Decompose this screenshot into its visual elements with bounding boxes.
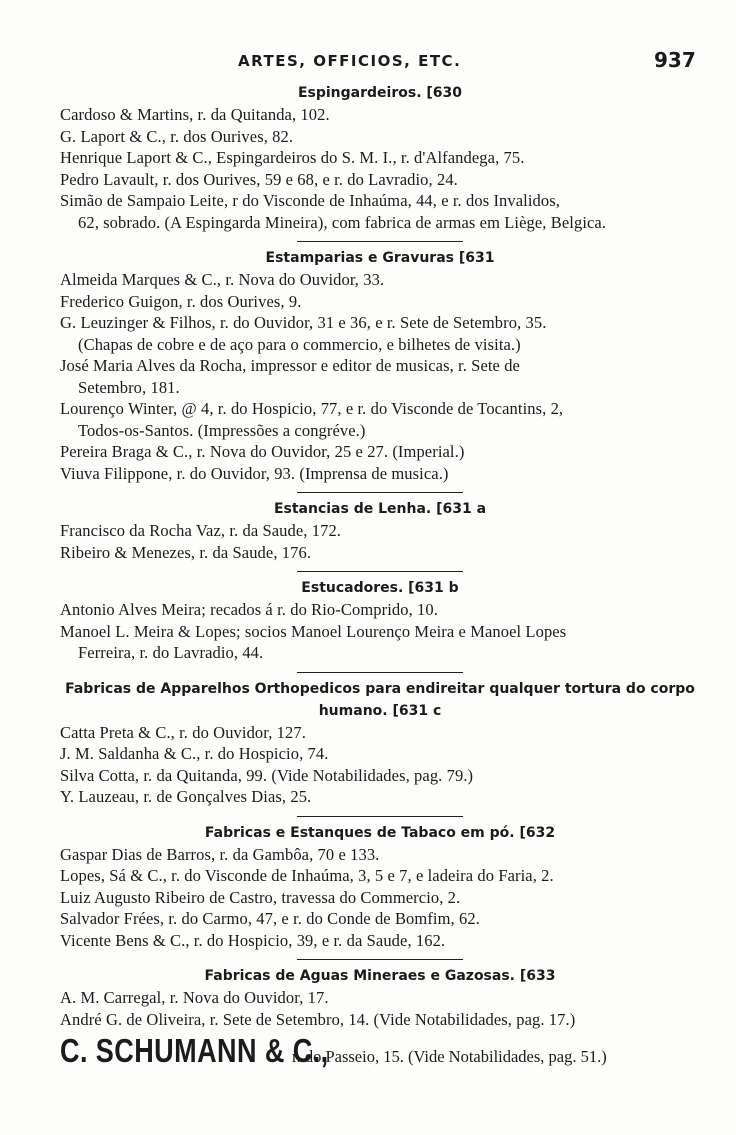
list-item-continuation: Ferreira, r. do Lavradio, 44. [78,643,264,662]
list-item: Catta Preta & C., r. do Ouvidor, 127. [60,722,306,742]
list-item: J. M. Saldanha & C., r. do Hospicio, 74. [60,744,329,763]
section-heading: Fabricas de Aguas Mineraes e Gazosas. [633 [204,968,556,984]
directory-body [60,80,700,1070]
list-item: Cardoso & Martins, r. da Quitanda, 102. [60,105,330,124]
section-aguas-mineraes [60,965,700,1070]
list-item: A. M. Carregal, r. Nova do Ouvidor, 17. [60,988,329,1007]
list-item: André G. de Oliveira, r. Sete de Setembro, 14. (Vide Notabilidades, pag. 17.) [60,1009,576,1029]
section-divider [297,672,463,673]
list-item: Salvador Frées, r. do Carmo, 47, e r. do Conde de Bomfim, 62. [60,909,480,928]
list-item: Gaspar Dias de Barros, r. da Gambôa, 70 e 133. [60,844,380,864]
section-heading: Estucadores. [631 b [301,580,459,596]
section-estamparias [60,247,700,484]
section-estucadores [60,577,700,664]
section-divider [297,816,463,817]
section-estancias-de-lenha [60,498,700,563]
section-heading: Espingardeiros. [630 [297,85,463,101]
list-item: José Maria Alves da Rocha, impressor e editor de musicas, r. Sete de [60,356,520,375]
running-title: ARTES, OFFICIOS, ETC. [238,52,462,70]
list-item-continuation: Setembro, 181. [78,377,180,397]
section-apparelhos-orthopedicos [60,678,700,808]
list-item: Frederico Guigon, r. dos Ourives, 9. [60,291,302,311]
advert-line [60,1032,700,1070]
list-item: Almeida Marques & C., r. Nova do Ouvidor, 33. [60,270,385,289]
section-divider [297,492,463,493]
list-item: Vicente Bens & C., r. do Hospicio, 39, e r. da Saude, 162. [60,930,446,950]
list-item: G. Leuzinger & Filhos, r. do Ouvidor, 31 e 36, e r. Sete de Setembro, 35. [60,313,547,332]
list-item: Lopes, Sá & C., r. do Visconde de Inhaúma, 3, 5 e 7, e ladeira do Faria, 2. [60,866,554,885]
list-item: Viuva Filippone, r. do Ouvidor, 93. (Imprensa de musica.) [60,463,449,483]
list-item: Pedro Lavault, r. dos Ourives, 59 e 68, e r. do Lavradio, 24. [60,169,458,189]
list-item: Ribeiro & Menezes, r. da Saude, 176. [60,542,312,562]
list-item-continuation: 62, sobrado. (A Espingarda Mineira), com fabrica de armas em Liège, Belgica. [78,212,607,232]
list-item: Simão de Sampaio Leite, r do Visconde de Inhaúma, 44, e r. dos Invalidos, [60,191,560,210]
section-espingardeiros [60,82,700,233]
list-item: Manoel L. Meira & Lopes; socios Manoel Lourenço Meira e Manoel Lopes [60,621,567,641]
list-item: Y. Lauzeau, r. de Gonçalves Dias, 25. [60,787,312,806]
section-tabaco [60,822,700,952]
list-item: Francisco da Rocha Vaz, r. da Saude, 172. [60,521,342,540]
section-heading: Fabricas e Estanques de Tabaco em pó. [632 [204,824,556,841]
advert-brand: C. SCHUMANN & C., [60,1032,329,1069]
advert-address: r. do Passeio, 15. (Vide Notabilidades, pag. 51.) [292,1047,607,1066]
list-item: Henrique Laport & C., Espingardeiros do S. M. I., r. d'Alfandega, 75. [60,148,525,167]
list-item: Antonio Alves Meira; recados á r. do Rio-Comprido, 10. [60,600,438,619]
list-item: Pereira Braga & C., r. Nova do Ouvidor, 25 e 27. (Imperial.) [60,442,465,461]
list-item-continuation: Todos-os-Santos. (Impressões a congréve.) [78,420,366,440]
page-number: 937 [654,48,696,72]
section-heading: Estamparias e Gravuras [631 [265,250,495,266]
section-heading: Estancias de Lenha. [631 a [273,501,487,517]
list-item: Silva Cotta, r. da Quitanda, 99. (Vide Notabilidades, pag. 79.) [60,765,474,785]
list-item-continuation: (Chapas de cobre e de aço para o commercio, e bilhetes de visita.) [78,334,521,354]
section-heading: Fabricas de Apparelhos Orthopedicos para endireitar qualquer tortura do corpo humano. [631 c [65,680,695,719]
section-divider [297,571,463,572]
list-item: Lourenço Winter, @ 4, r. do Hospicio, 77, e r. do Visconde de Tocantins, 2, [60,399,564,418]
list-item: G. Laport & C., r. dos Ourives, 82. [60,126,294,146]
running-header [0,50,736,76]
section-divider [297,959,463,960]
section-divider [297,241,463,242]
list-item: Luiz Augusto Ribeiro de Castro, travessa do Commercio, 2. [60,887,461,907]
